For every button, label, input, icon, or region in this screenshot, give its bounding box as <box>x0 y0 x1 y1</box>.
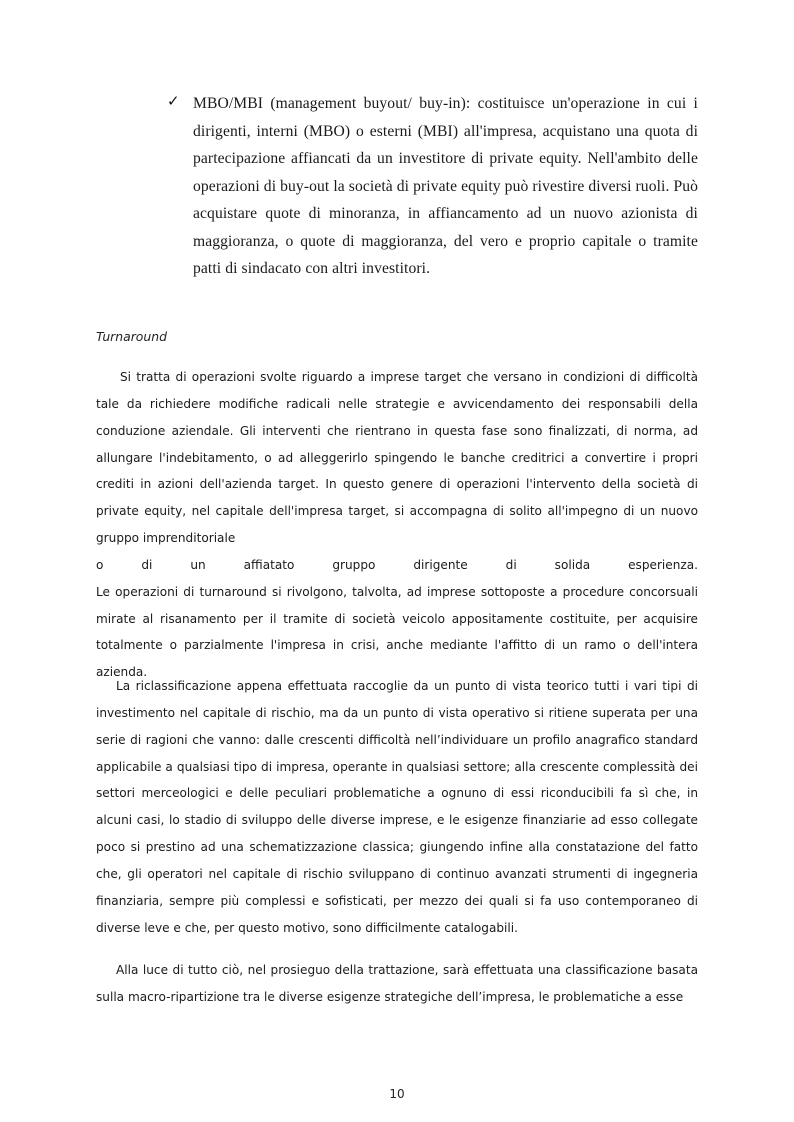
paragraph-conclusione <box>96 957 698 1011</box>
paragraph-line: o di un affiatato gruppo dirigente di solida esperienza. <box>96 557 698 572</box>
paragraph-text: Si tratta di operazioni svolte riguardo a imprese target che versano in condizioni di difficoltà tale da richiedere modifiche radicali nelle strategie e avvicendamento dei responsabili della conduzione aziendale. Gli interventi che rientrano in questa fase sono finalizzati, di norma, ad allungare l'indebitamento, o ad alleggerirlo spingendo le banche creditrici a convertire i propri crediti in azioni dell'azienda target. In questo genere di operazioni l'intervento della società di private equity, nel capitale dell'impresa target, si accompagna di solito all'impegno di un nuovo gruppo imprenditoriale <box>96 370 698 546</box>
paragraph-riclassificazione <box>96 673 698 941</box>
paragraph-text: Le operazioni di turnaround si rivolgono, talvolta, ad imprese sottoposte a procedure concorsuali mirate al risanamento per il tramite di società veicolo appositamente costituite, per acquisire totalmente o parzialmente l'impresa in crisi, anche mediante l'affitto di un ramo o dell'intera azienda. <box>96 584 698 680</box>
page-number: 10 <box>389 1087 405 1101</box>
paragraph-text: La riclassificazione appena effettuata raccoglie da un punto di vista teorico tutti i vari tipi di investimento nel capitale di rischio, ma da un punto di vista operativo si ritiene superata per una serie di ragioni che vanno: dalle crescenti difficoltà nell’individuare un profilo anagrafico standard applicabile a qualsiasi tipo di impresa, operante in qualsiasi settore; alla crescente complessità dei settori merceologici e delle peculiari problematiche a ognuno di essi riconducibili fa sì che, in alcuni casi, lo stadio di sviluppo delle diverse imprese, e le esigenze finanziarie ad esso collegate poco si prestino ad una schematizzazione classica; giungendo infine alla constatazione del fatto che, gli operatori nel capitale di rischio sviluppano di continuo avanzati strumenti di ingegneria finanziaria, sempre più complessi e sofisticati, per mezzo dei quali si fa uso contemporaneo di diverse leve e che, per questo motivo, sono difficilmente catalogabili. <box>96 679 698 935</box>
section-heading: Turnaround <box>96 329 167 344</box>
paragraph-text: Alla luce di tutto ciò, nel prosieguo della trattazione, sarà effettuata una classificazione basata sulla macro-ripartizione tra le diverse esigenze strategiche dell’impresa, le problematiche a esse <box>96 963 698 1004</box>
paragraph-turnaround <box>96 364 698 686</box>
bullet-text: MBO/MBI (management buyout/ buy-in): costituisce un'operazione in cui i dirigenti, interni (MBO) o esterni (MBI) all'impresa, acquistano una quota di partecipazione affiancati da un investitore di private equity. Nell'ambito delle operazioni di buy-out la società di private equity può rivestire diversi ruoli. Può acquistare quote di minoranza, in affiancamento ad un nuovo azionista di maggioranza, o quote di maggioranza, del vero e proprio capitale o tramite patti di sindacato con altri investitori. <box>193 95 699 277</box>
checkmark-icon: ✓ <box>167 92 180 110</box>
bullet-item-mbo-mbi <box>167 90 698 283</box>
